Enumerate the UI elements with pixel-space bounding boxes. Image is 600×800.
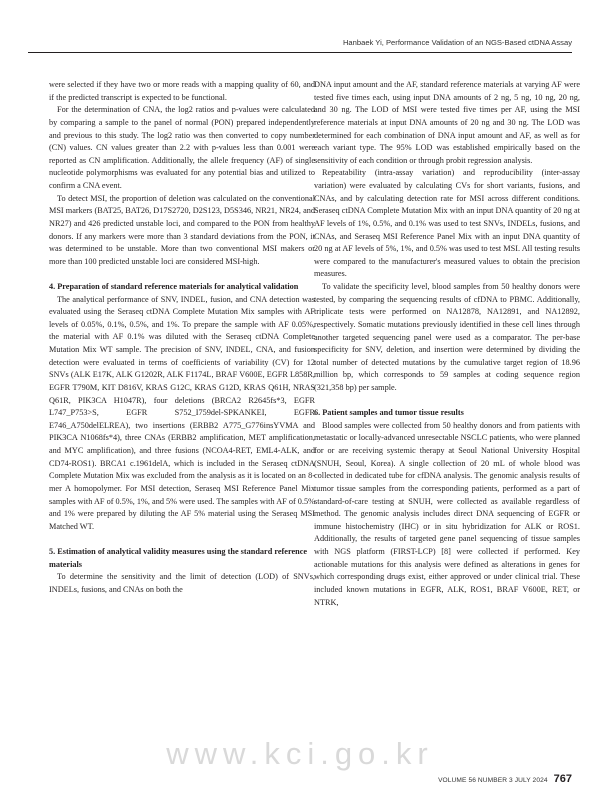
- section-gap: [49, 268, 315, 281]
- section-gap: [314, 395, 580, 408]
- section-6-heading: 6. Patient samples and tumor tissue results: [314, 408, 464, 418]
- header-rule: [28, 52, 572, 53]
- volume-info: VOLUME 56 NUMBER 3 JULY 2024: [438, 777, 548, 784]
- right-paragraph-3: To validate the specificity level, blood samples from 50 healthy donors were tested, by comparing the sequencing results of cfDNA to PBMC. Additionally, triplicate tests were performed on NA12878, NA12891, and NA12892, respectively. Somatic mutations previously identified in these cell lines through another targeted sequencing panel were used as a comparator. The per-base specificity for SNV, deletion, and insertion were determined by dividing the total number of detected mutations by the cumulative target region of 18.96 million bp, which corresponds to 59 samples at coding sequence region (321,358 bp) per sample.: [314, 282, 580, 392]
- right-column: [314, 79, 580, 609]
- section-gap: [49, 533, 315, 546]
- left-paragraph-5: To determine the sensitivity and the limit of detection (LOD) of SNVs, INDELs, fusions, and CNAs on both the: [49, 572, 315, 594]
- section-5-heading: 5. Estimation of analytical validity measures using the standard reference materials: [49, 547, 308, 569]
- left-paragraph-2: For the determination of CNA, the log2 ratios and p-values were calculated by comparing a sample to the panel of normal (PON) prepared independently and previous to this study. The log2 ratio was then converted to copy number (CN) values. CN values greater than 2.2 with p-values less than 0.001 were reported as CN amplification. Additionally, the allele frequency (AF) of single nucleotide polymorphisms was evaluated for any potential bias and utilized to confirm a CNA event.: [49, 105, 315, 190]
- right-paragraph-4: Blood samples were collected from 50 healthy donors and from patients with metastatic or locally-advanced unresectable NSCLC patients, who were planned for or are receiving systemic therapy at Seoul National University Hospital (SNUH, Seoul, Korea). A single collection of 20 mL of whole blood was collected in dedicated tube for cfDNA analysis. The genomic analysis results of tumor tissue samples from the corresponding patients, performed as a part of standard-of-care testing at SNUH, were collected as available regardless of method. The genomic analysis includes direct DNA sequencing of EGFR or immune histochemistry (IHC) or in situ hybridization for ALK or ROS1. Additionally, the results of targeted gene panel sequencing of tissue samples with NGS platform (FIRST-LCP) [8] were collected if performed. Key actionable mutations for this analysis were defined as alterations in genes for which corresponding drugs exist, either approved or under clinical trial. These included known mutations in EGFR, ALK, ROS1, BRAF V600E, RET, or NTRK,: [314, 420, 580, 607]
- watermark-text: www.kci.go.kr: [166, 736, 434, 771]
- page-footer: [438, 773, 572, 785]
- left-paragraph-3: To detect MSI, the proportion of deletion was calculated on the conventional MSI markers (BAT25, BAT26, D17S2720, D2S123, D5S346, NR21, NR24, and NR27) and 426 predicted unstable loci, and compared to the PON from healthy donors. If any markers were more than 3 standard deviations from the PON, it was determined to be unstable. More than two conventional MSI makers or more than 100 predicted unstable loci are considered MSI-high.: [49, 193, 315, 266]
- running-title: Hanbaek Yi, Performance Validation of an NGS-Based ctDNA Assay: [342, 38, 572, 47]
- section-4-heading: 4. Preparation of standard reference materials for analytical validation: [49, 281, 299, 291]
- left-column: [49, 79, 315, 597]
- right-paragraph-1: DNA input amount and the AF, standard reference materials at varying AF were tested five times each, using input DNA amounts of 2 ng, 5 ng, 10 ng, 20 ng, and 30 ng. The LOD of MSI were tested five times per AF, using the MSI reference materials at input DNA amounts of 20 ng and 30 ng. The LOD was determined for each combination of DNA input amount and AF, as well as for each variant type. The 95% LOD was established empirically based on the sensitivity of each condition or through probit regression analysis.: [314, 80, 580, 165]
- left-paragraph-1: were selected if they have two or more reads with a mapping quality of 60, and if the predicted transcript is expected to be functional.: [49, 80, 315, 102]
- left-paragraph-4: The analytical performance of SNV, INDEL, fusion, and CNA detection was evaluated using the Seraseq ctDNA Complete Mutation Mix samples with AF levels of 0.05%, 0.1%, 0.5%, and 1%. To prepare the sample with AF 0.05%, the material with AF 0.1% was diluted with the Seraseq ctDNA Complete Mutation Mix WT sample. The precision of SNV, INDEL, CNA, and fusion detection were evaluated in terms of coefficients of variability (CV) for 12 SNVs (ALK E17K, ALK G1202R, ALK F1174L, BRAF V600E, EGFR L858R, EGFR T790M, KIT D816V, KRAS G12C, KRAS G12D, KRAS Q61H, NRAS Q61R, PIK3CA H1047R), four deletions (BRCA2 R2645fs*3, EGFR L747_P753>S, EGFR S752_I759del-SPKANKEI, EGFR E746_A750delELREA), two insertions (ERBB2 A775_G776insYVMA and PIK3CA N1068fs*4), three CNAs (ERBB2 amplification, MET amplification, and MYC amplification), and three fusions (NCOA4-RET, EML4-ALK, and CD74-ROS1). BRCA1 c.1961delA, which is included in the Seraseq ctDNA Complete Mutation Mix was excluded from the analysis as it is located on an 8-mer A homopolymer. For MSI detection, Seraseq MSI Reference Panel Mix samples with AF of 0.5%, 1%, and 5% were used. The samples with AF of 0.5% and 1% were prepared by diluting the AF 5% material using the Seraseq MSI Matched WT.: [49, 294, 315, 531]
- page-number: 767: [553, 773, 572, 785]
- right-paragraph-2: Repeatability (intra-assay variation) and reproducibility (inter-assay variation) were evaluated by calculating CVs for short variants, fusions, and CNAs, and by calculating detection rate for MSI across different conditions. Seraseq ctDNA Complete Mutation Mix with an input DNA quantity of 20 ng at AF levels of 1%, 0.5%, and 0.1% was used to test SNVs, INDELs, fusions, and CNAs, and Seraseq MSI Reference Panel Mix with an input DNA quantity of 20 ng at AF levels of 5%, 1%, and 0.5% was used to test MSI. All testing results were compared to the manufacturer's measured values to obtain the precision measures.: [314, 168, 580, 279]
